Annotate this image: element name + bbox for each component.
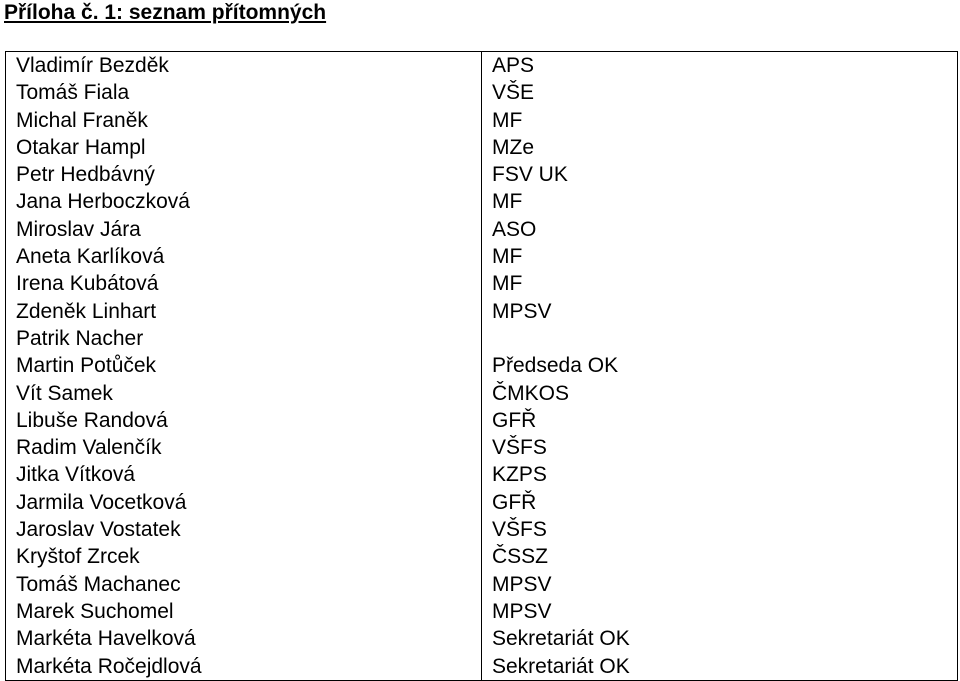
attendee-name: Radim Valenčík <box>16 436 162 460</box>
attendee-organization: KZPS <box>492 463 547 487</box>
attendee-organization <box>492 325 957 352</box>
attendee-name: Jaroslav Vostatek <box>16 518 181 542</box>
attendee-organization: MPSV <box>492 599 552 623</box>
attendee-organization: Sekretariát OK <box>492 627 630 651</box>
attendee-name: Jarmila Vocetková <box>16 490 187 514</box>
attendee-organization: ASO <box>492 217 537 241</box>
names-list <box>6 52 481 680</box>
attendee-name: Petr Hedbávný <box>16 163 155 187</box>
names-cell <box>6 52 482 681</box>
attendee-organization: ČMKOS <box>492 381 570 405</box>
attendee-organization: Sekretariát OK <box>492 654 630 678</box>
attendee-name: Tomáš Machanec <box>16 572 181 596</box>
attendee-name: Vladimír Bezděk <box>16 54 169 77</box>
attendee-organization: FSV UK <box>492 163 568 187</box>
attendee-name: Aneta Karlíková <box>16 245 165 269</box>
attendee-name: Vít Samek <box>16 381 113 405</box>
page-heading: Příloha č. 1: seznam přítomných <box>4 1 327 24</box>
organizations-cell <box>482 52 958 681</box>
attendee-organization: VŠE <box>492 81 535 105</box>
attendee-name: Markéta Ročejdlová <box>16 654 202 678</box>
attendee-name: Libuše Randová <box>16 408 168 432</box>
attendee-organization: VŠFS <box>492 518 547 542</box>
attendee-organization: MZe <box>492 135 534 159</box>
attendee-name: Irena Kubátová <box>16 272 159 296</box>
attendee-name: Jana Herboczková <box>16 190 190 214</box>
attendee-organization: GFŘ <box>492 408 537 432</box>
attendee-name: Marek Suchomel <box>16 599 174 623</box>
attendee-organization: APS <box>492 54 535 77</box>
attendee-name: Tomáš Fiala <box>16 81 130 105</box>
attendee-name: Markéta Havelková <box>16 627 196 651</box>
attendee-name: Michal Franěk <box>16 108 148 132</box>
attendee-name: Zdeněk Linhart <box>16 299 157 323</box>
attendee-name: Kryštof Zrcek <box>16 545 140 569</box>
attendee-organization: MF <box>492 190 523 214</box>
attendee-organization: MPSV <box>492 299 552 323</box>
organizations-list <box>482 52 957 680</box>
attendance-table <box>5 51 958 681</box>
attendee-organization: MF <box>492 272 523 296</box>
attendee-name: Jitka Vítková <box>16 463 136 487</box>
attendee-name: Otakar Hampl <box>16 135 146 159</box>
attendee-name: Patrik Nacher <box>16 326 144 350</box>
attendee-organization: ČSSZ <box>492 545 549 569</box>
attendee-organization: VŠFS <box>492 436 547 460</box>
attendee-name: Miroslav Jára <box>16 217 141 241</box>
attendance-row <box>6 52 958 681</box>
attendee-name: Martin Potůček <box>16 354 157 378</box>
attendee-organization: MF <box>492 245 523 269</box>
attendee-organization: GFŘ <box>492 490 537 514</box>
attendee-organization: MF <box>492 108 523 132</box>
attendee-organization: Předseda OK <box>492 354 619 378</box>
attendee-organization: MPSV <box>492 572 552 596</box>
